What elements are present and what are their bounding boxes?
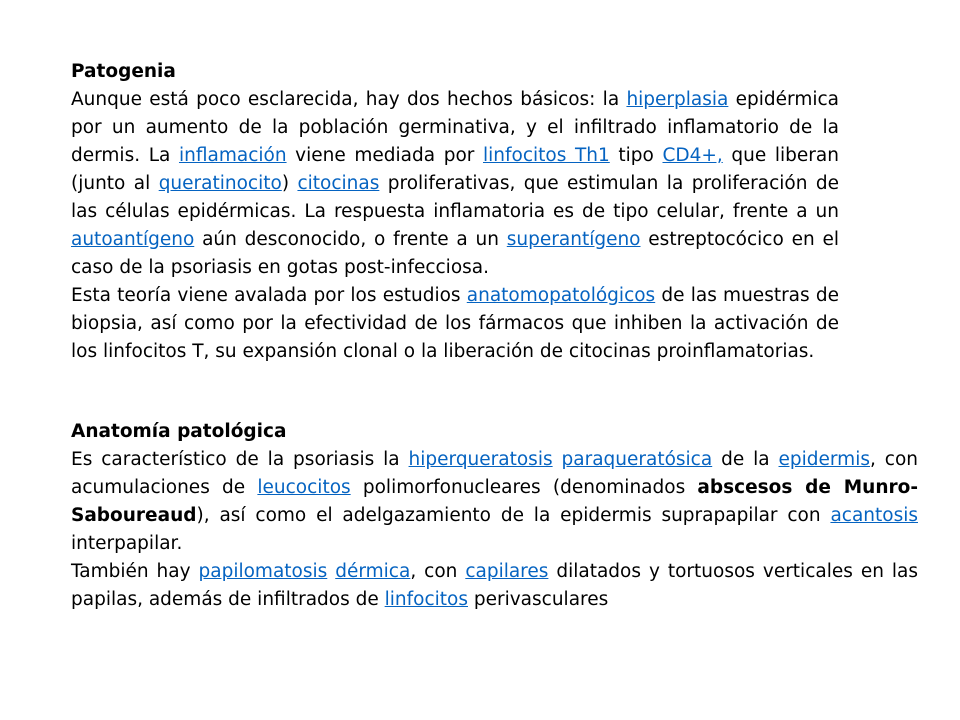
anatomia-title: Anatomía patológica [71, 421, 287, 442]
link-inflamación[interactable]: inflamación [178, 145, 287, 166]
link-cd4[interactable]: CD4+, [662, 145, 723, 166]
text-run: Esta teoría viene avalada por los estudios [71, 285, 467, 306]
link-leucocitos[interactable]: leucocitos [257, 477, 351, 498]
text-run: de las muestras de biopsia, así como por la efectividad de los fármacos que inhiben la activación de los linfocitos T, su expansión clonal o la liberación de citocinas proinflamatorias. [71, 285, 839, 362]
text-run: de la [712, 449, 779, 470]
link-linfocitos[interactable]: linfocitos [384, 589, 468, 610]
text-run: polimorfonucleares (denominados [350, 477, 698, 498]
link-papilomatosis[interactable]: papilomatosis [198, 561, 328, 582]
text-run: proliferativas, que estimulan la proliferación de las células epidérmicas. La respuesta inflamatoria es de tipo celular, frente a un [71, 173, 839, 222]
link-hiperplasia[interactable]: hiperplasia [626, 89, 729, 110]
text-run: interpapilar. [71, 533, 183, 554]
anatomia-section [71, 418, 918, 614]
text-run: dilatados y tortuosos verticales en las papilas, además de infiltrados de [71, 561, 918, 610]
text-run: Es característico de la psoriasis la [71, 449, 409, 470]
text-run: ) [281, 173, 298, 194]
patogenia-title: Patogenia [71, 61, 176, 82]
patogenia-paragraph-1 [71, 86, 839, 282]
text-run: viene mediada por [286, 145, 483, 166]
link-dérmica[interactable]: dérmica [335, 561, 411, 582]
link-anatomopatológicos[interactable]: anatomopatológicos [466, 285, 656, 306]
link-linfocitos-th1[interactable]: linfocitos Th1 [483, 145, 610, 166]
text-run: , con [410, 561, 466, 582]
text-run: ), así como el adelgazamiento de la epidermis suprapapilar con [196, 505, 831, 526]
text-run: epidérmica por un aumento de la población germinativa, y el infiltrado inflamatorio de la dermis. La [71, 89, 839, 166]
link-paraqueratósica[interactable]: paraqueratósica [561, 449, 713, 470]
bold-term: abscesos de Munro-Saboureaud [71, 477, 918, 526]
text-run: También hay [71, 561, 199, 582]
patogenia-section [71, 58, 839, 366]
link-queratinocito[interactable]: queratinocito [158, 173, 282, 194]
text-run: aún desconocido, o frente a un [194, 229, 507, 250]
anatomia-paragraph-1 [71, 446, 918, 558]
patogenia-paragraph-2 [71, 282, 839, 366]
link-acantosis[interactable]: acantosis [830, 505, 918, 526]
text-run: que liberan (junto al [71, 145, 839, 194]
text-run [553, 449, 562, 470]
text-run: , con acumulaciones de [71, 449, 918, 498]
link-hiperqueratosis[interactable]: hiperqueratosis [408, 449, 553, 470]
text-run: estreptocócico en el caso de la psoriasis en gotas post-infecciosa. [71, 229, 839, 278]
link-epidermis[interactable]: epidermis [778, 449, 870, 470]
link-capilares[interactable]: capilares [465, 561, 549, 582]
text-run: perivasculares [467, 589, 609, 610]
link-superantígeno[interactable]: superantígeno [506, 229, 641, 250]
text-run: Aunque está poco esclarecida, hay dos hechos básicos: la [71, 89, 627, 110]
link-citocinas[interactable]: citocinas [297, 173, 380, 194]
text-run: tipo [609, 145, 663, 166]
anatomia-paragraph-2 [71, 558, 918, 614]
link-autoantígeno[interactable]: autoantígeno [71, 229, 195, 250]
